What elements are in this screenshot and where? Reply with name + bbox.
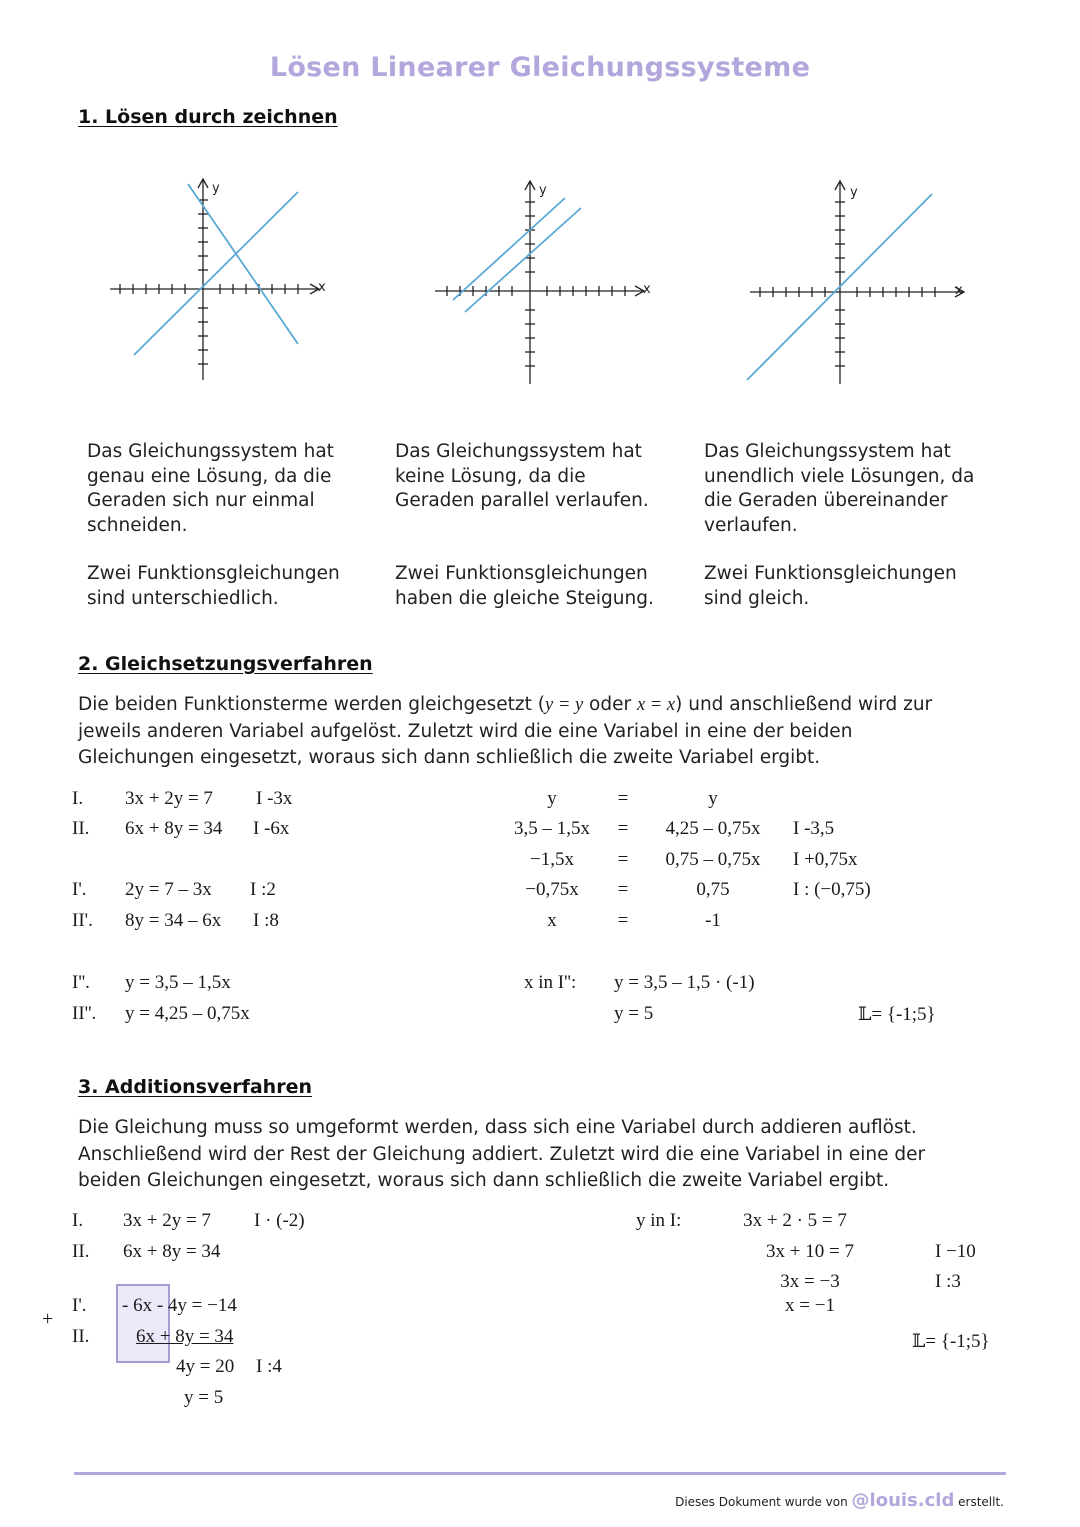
substitution-step: 3x + 2 · 5 = 7: [743, 1210, 847, 1231]
lhs: x: [547, 910, 557, 931]
graph1-description: Das Gleichungssystem hat genau eine Lösung, da die Geraden sich nur einmal schneiden.: [87, 441, 334, 536]
relation: =: [617, 910, 629, 931]
substitution-label: y in I:: [636, 1210, 682, 1231]
equation: 2y = 7 – 3x: [125, 879, 212, 900]
rhs: y: [708, 788, 718, 809]
equation: 3x + 2y = 7: [123, 1210, 211, 1231]
relation: =: [617, 818, 629, 839]
operation: I :2: [250, 879, 276, 900]
graph-line: [465, 208, 581, 312]
intersecting-lines-graph: [100, 170, 340, 385]
rhs: 0,75 – 0,75x: [665, 849, 761, 870]
substitution-step: 3x = −3: [780, 1271, 840, 1292]
solution-set: 𝕃= {-1;5}: [912, 1331, 990, 1352]
equation: 6x + 8y = 34: [125, 818, 223, 839]
operation: I : (−0,75): [793, 879, 871, 900]
substitution-step: y = 3,5 – 1,5 · (-1): [614, 972, 755, 993]
sum-equation: 4y = 20: [176, 1356, 235, 1377]
page-title: Lösen Linearer Gleichungssysteme: [269, 52, 811, 83]
operation: I -3,5: [793, 818, 835, 839]
equation: y = 4,25 – 0,75x: [125, 1003, 250, 1024]
equation: 6x + 8y = 34: [123, 1241, 221, 1262]
operation: I :3: [935, 1271, 961, 1292]
axis-label-x: x: [955, 283, 963, 298]
equation: 8y = 34 – 6x: [125, 910, 222, 931]
graph1-note: Zwei Funktionsgleichungen sind unterschiedlich.: [87, 563, 340, 609]
relation: =: [617, 849, 629, 870]
graph-line: [134, 192, 298, 355]
parallel-lines-graph: [425, 172, 665, 387]
section2-heading: 2. Gleichsetzungsverfahren: [78, 653, 373, 675]
operation: I +0,75x: [793, 849, 858, 870]
axis-label-x: x: [318, 280, 326, 295]
eq-label: I'.: [72, 879, 87, 900]
section3-paragraph: Die Gleichung muss so umgeformt werden, dass sich eine Variabel durch addieren auflöst. Anschließend wird der Rest der Gleichung addiert. Zuletzt wird die eine Variabel in eine der beiden Gleichungen eingesetzt, woraus sich dann schließlich die zweite Variabel ergibt.: [78, 1117, 926, 1191]
section1-heading: 1. Lösen durch zeichnen: [78, 106, 338, 128]
eq-label: I'.: [72, 1295, 87, 1316]
eq-label: II'.: [72, 910, 93, 931]
operation: I :4: [256, 1356, 282, 1377]
lhs: −1,5x: [530, 849, 574, 870]
graph3-note: Zwei Funktionsgleichungen sind gleich.: [704, 563, 957, 609]
relation: =: [617, 788, 629, 809]
equation: 6x + 8y = 34: [136, 1326, 234, 1347]
eq-label: I''.: [72, 972, 90, 993]
axis-label-y: y: [539, 183, 547, 198]
author-handle[interactable]: @louis.cld: [851, 1490, 955, 1511]
eq-label: II''.: [72, 1003, 97, 1024]
plus-sign: +: [42, 1308, 54, 1330]
graph2-description: Das Gleichungssystem hat keine Lösung, da die Geraden parallel verlaufen.: [395, 441, 649, 511]
rhs: -1: [705, 910, 721, 931]
operation: I :8: [253, 910, 279, 931]
lhs: y: [547, 788, 557, 809]
rhs: 4,25 – 0,75x: [665, 818, 761, 839]
axis-label-x: x: [643, 282, 651, 297]
lhs: −0,75x: [525, 879, 579, 900]
operation: I −10: [935, 1241, 976, 1262]
eq-label: I.: [72, 1210, 84, 1231]
graph3-description: Das Gleichungssystem hat unendlich viele Lösungen, da die Geraden übereinander verlaufen.: [704, 441, 975, 536]
substitution-step: y = 5: [614, 1003, 654, 1024]
rhs: 0,75: [696, 879, 730, 900]
operation: I -6x: [253, 818, 290, 839]
relation: =: [617, 879, 629, 900]
operation: I -3x: [256, 788, 293, 809]
equation: - 6x - 4y = −14: [122, 1295, 237, 1316]
footer-credit: Dieses Dokument wurde von @louis.cld erstellt.: [675, 1490, 1004, 1511]
graph-line: [453, 198, 565, 300]
eq-label: I.: [72, 788, 84, 809]
substitution-label: x in I'':: [524, 972, 577, 993]
operation: I · (-2): [254, 1210, 305, 1231]
result: y = 5: [184, 1387, 224, 1408]
graph2-note: Zwei Funktionsgleichungen haben die gleiche Steigung.: [395, 563, 654, 609]
substitution-step: x = −1: [785, 1295, 835, 1316]
identical-lines-graph: [735, 172, 975, 387]
equation: y = 3,5 – 1,5x: [125, 972, 231, 993]
axis-label-y: y: [850, 185, 858, 200]
eq-label: II.: [72, 1326, 90, 1347]
footer-divider: [74, 1472, 1006, 1475]
eq-label: II.: [72, 1241, 90, 1262]
equation: 3x + 2y = 7: [125, 788, 213, 809]
eq-label: II.: [72, 818, 90, 839]
solution-set: 𝕃= {-1;5}: [858, 1004, 936, 1025]
section2-paragraph: Die beiden Funktionsterme werden gleichgesetzt (y = y oder x = x) und anschließend wird zur jeweils anderen Variabel aufgelöst. Zuletzt wird die eine Variabel in eine der beiden Gleichungen eingesetzt, woraus sich dann schließlich die zweite Variabel ergibt.: [78, 694, 933, 768]
substitution-step: 3x + 10 = 7: [766, 1241, 854, 1262]
axis-label-y: y: [212, 181, 220, 196]
lhs: 3,5 – 1,5x: [514, 818, 590, 839]
section3-heading: 3. Additionsverfahren: [78, 1076, 312, 1098]
